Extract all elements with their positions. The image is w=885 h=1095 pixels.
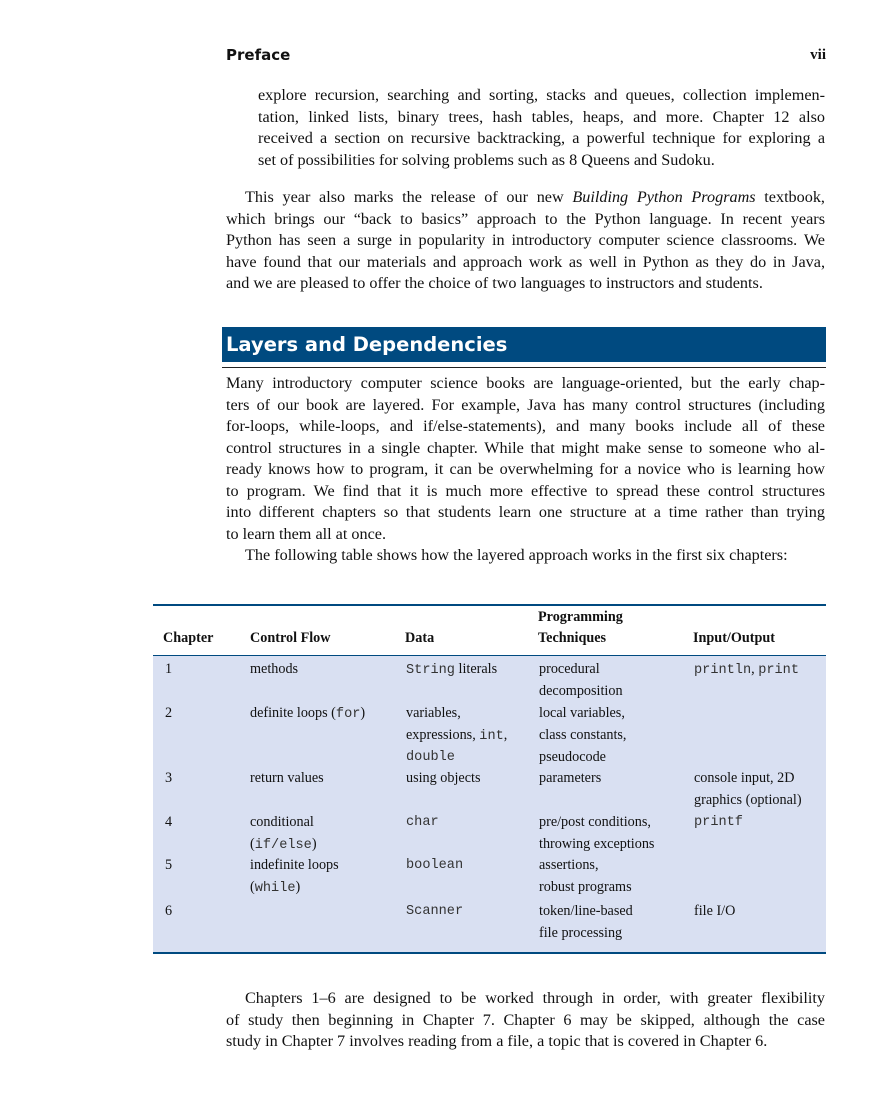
- cell-technique: pseudocode: [539, 749, 606, 765]
- cell-technique: procedural: [539, 661, 600, 677]
- section-rule: [222, 367, 826, 368]
- cell-input-output: printf: [694, 815, 743, 830]
- cell-data: double: [406, 750, 455, 765]
- intro-line: tation, linked lists, binary trees, hash tables, heaps, and more. Chapter 12 also: [258, 107, 825, 126]
- cell-data: boolean: [406, 858, 464, 873]
- book-title: Building Python Programs: [572, 188, 756, 206]
- cell-technique: local variables,: [539, 705, 625, 721]
- cell-technique: token/line-based: [539, 903, 633, 919]
- cell-chapter: 2: [165, 705, 173, 721]
- text-run: (: [250, 836, 255, 852]
- header-techniques: Programming: [538, 609, 623, 625]
- chapters-table: [153, 604, 826, 954]
- code-text: String: [406, 663, 455, 678]
- intro-line: received a section on recursive backtracking, a powerful technique for exploring a: [258, 129, 825, 147]
- cell-input-output: graphics (optional): [694, 792, 802, 808]
- python-paragraph: [226, 187, 825, 295]
- header-chapter: Chapter: [163, 630, 214, 646]
- cell-control-flow: conditional: [250, 814, 314, 830]
- cell-technique: throwing exceptions: [539, 836, 655, 852]
- cell-technique: class constants,: [539, 727, 627, 743]
- text-run: (: [250, 879, 255, 895]
- paragraph-line: to learn them all at once.: [226, 524, 387, 543]
- paragraph-line: Python has seen a surge in popularity in introductory computer science classrooms. We: [226, 231, 825, 249]
- cell-control-flow: methods: [250, 661, 299, 677]
- text-run: This year also marks the release of our new: [245, 188, 573, 206]
- paragraph-line: and we are pleased to offer the choice of two languages to instructors and students.: [226, 274, 763, 292]
- paragraph-line: Many introductory computer science books are language-oriented, but the early chap-: [226, 374, 825, 392]
- cell-chapter: 4: [165, 814, 173, 830]
- paragraph-line: study in Chapter 7 involves reading from a file, a topic that is covered in Chapter 6.: [226, 1032, 768, 1050]
- code-text: if/else: [254, 838, 312, 853]
- cell-data: [406, 659, 497, 682]
- paragraph-line: have found that our materials and approach work as well in Python as they do in Java,: [226, 252, 825, 271]
- paragraph-line: ters of our book are layered. For example, Java has many control structures (including: [226, 395, 825, 414]
- paragraph-line: Chapters 1–6 are designed to be worked through in order, with greater flexibility: [245, 989, 825, 1007]
- closing-paragraph: [226, 988, 825, 1053]
- intro-line: explore recursion, searching and sorting, stacks and queues, collection implemen-: [258, 86, 825, 104]
- cell-chapter: 3: [165, 770, 173, 786]
- paragraph-line: ready knows how to program, it can be overwhelming for a novice who is learning how: [226, 460, 825, 478]
- code-text: while: [254, 881, 296, 896]
- text-run: ): [295, 879, 301, 895]
- table-header: [153, 606, 826, 655]
- text-run: ,: [751, 661, 759, 677]
- text-run: ): [311, 836, 317, 852]
- header-input-output: Input/Output: [693, 630, 776, 646]
- cell-technique: parameters: [539, 770, 602, 786]
- text-run: definite loops (: [250, 705, 336, 721]
- cell-chapter: 5: [165, 857, 173, 873]
- cell-input-output: console input, 2D: [694, 770, 795, 786]
- code-text: print: [758, 663, 799, 678]
- cell-input-output: [694, 659, 799, 682]
- table-bottom-rule: [153, 952, 826, 954]
- cell-technique: decomposition: [539, 683, 623, 699]
- paragraph-line: of study then beginning in Chapter 7. Chapter 6 may be skipped, although the case: [226, 1010, 825, 1029]
- running-head: [226, 46, 826, 66]
- text-run: textbook,: [755, 188, 825, 206]
- cell-chapter: 1: [165, 661, 173, 677]
- paragraph-line: into different chapters so that students learn one structure at a time rather than trying: [226, 503, 825, 521]
- cell-data: [406, 725, 507, 748]
- cell-control-flow: [250, 703, 365, 726]
- paragraph-line: for-loops, while-loops, and if/else-statements), and many books include all of these: [226, 417, 825, 435]
- cell-input-output: file I/O: [694, 903, 736, 919]
- code-text: for: [335, 707, 361, 722]
- cell-chapter: 6: [165, 903, 173, 919]
- cell-data: char: [406, 815, 439, 830]
- header-data: Data: [405, 630, 435, 646]
- code-text: int: [479, 729, 504, 744]
- cell-technique: assertions,: [539, 857, 599, 873]
- code-text: println: [694, 663, 752, 678]
- cell-technique: pre/post conditions,: [539, 814, 651, 830]
- intro-line: set of possibilities for solving problems such as 8 Queens and Sudoku.: [258, 150, 715, 169]
- cell-technique: file processing: [539, 925, 623, 941]
- cell-control-flow: return values: [250, 770, 324, 786]
- text-run: literals: [454, 661, 498, 677]
- paragraph-line: to program. We find that it is much more effective to spread these control structures: [226, 481, 825, 500]
- cell-control-flow: [250, 834, 317, 857]
- running-head-section: Preface: [226, 46, 291, 64]
- paragraph-line: [226, 187, 825, 209]
- intro-block: [258, 85, 825, 171]
- layers-paragraph: [226, 373, 825, 567]
- cell-technique: robust programs: [539, 879, 632, 895]
- section-heading: Layers and Dependencies: [222, 327, 826, 362]
- header-control-flow: Control Flow: [250, 630, 331, 646]
- page-number: vii: [810, 47, 826, 63]
- cell-control-flow: [250, 877, 300, 900]
- table-body: [153, 656, 826, 952]
- cell-control-flow: indefinite loops: [250, 857, 339, 873]
- cell-data: using objects: [406, 770, 481, 786]
- paragraph-line: control structures in a single chapter. While that might make sense to someone who al-: [226, 438, 825, 457]
- cell-data: variables,: [406, 705, 461, 721]
- text-run: ): [360, 705, 366, 721]
- cell-data: Scanner: [406, 904, 464, 919]
- text-run: ,: [503, 727, 508, 743]
- paragraph-line: which brings our “back to basics” approach to the Python language. In recent years: [226, 209, 825, 228]
- table-intro: The following table shows how the layered approach works in the first six chapters:: [245, 546, 788, 564]
- header-techniques: Techniques: [538, 630, 607, 646]
- text-run: expressions,: [406, 727, 480, 743]
